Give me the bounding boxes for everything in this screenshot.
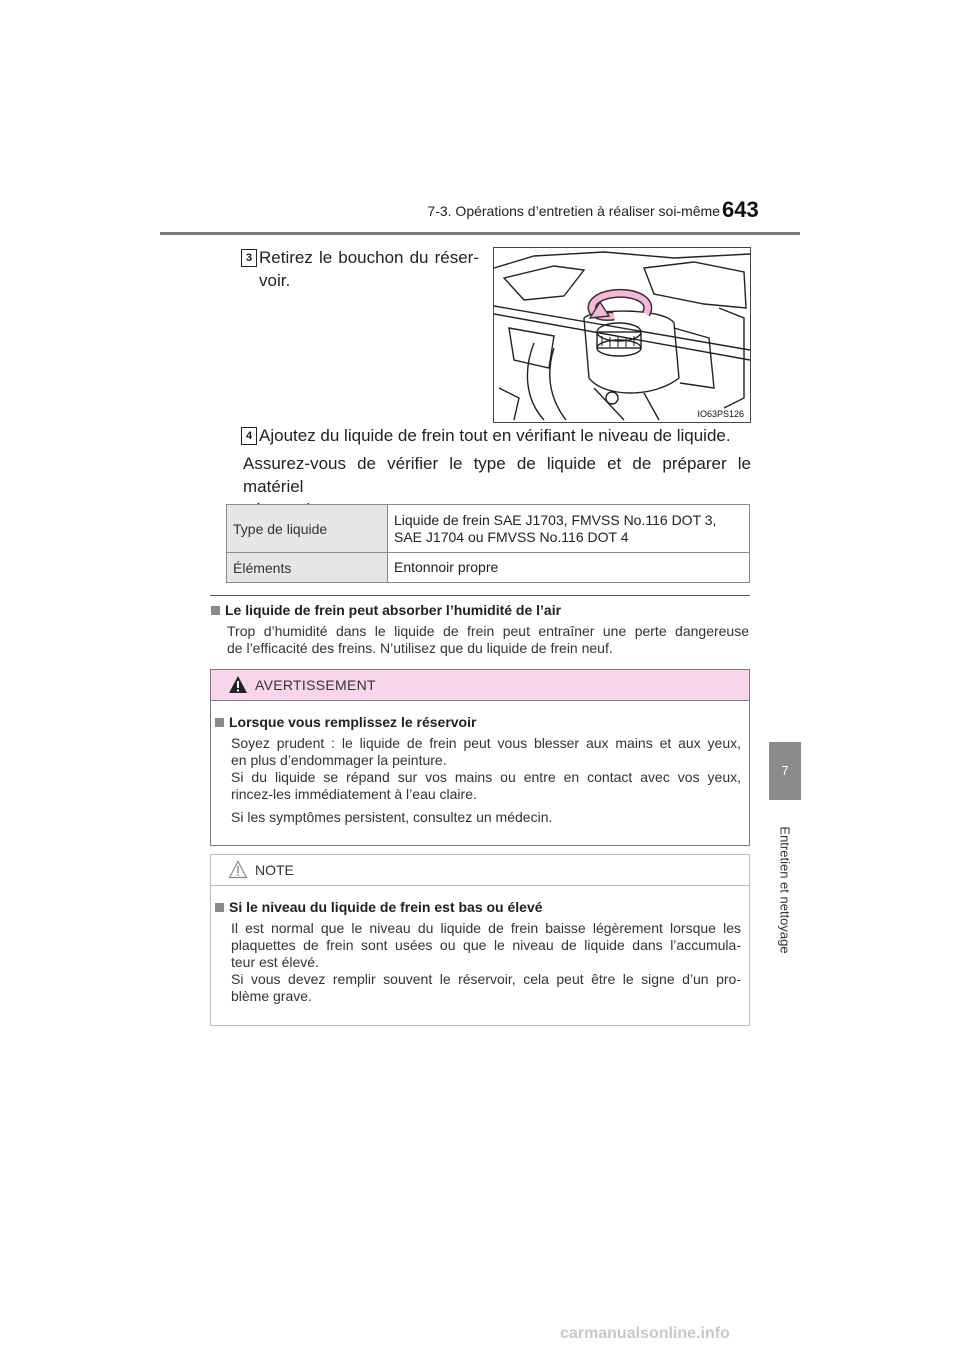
- warning-triangle-icon: [228, 675, 248, 694]
- table-row: [227, 505, 750, 553]
- step-3-line-1: Retirez le bouchon du réser-: [259, 248, 479, 267]
- warning-line: Si du liquide se répand sur vos mains ou entre en contact avec vos yeux,: [231, 769, 741, 785]
- step-3-badge: 3: [241, 249, 257, 267]
- info-line-2: de l’efficacité des freins. N’utilisez que du liquide de frein neuf.: [227, 640, 613, 656]
- table-row: [227, 553, 750, 583]
- warning-line: Soyez prudent : le liquide de frein peut vous blesser aux mains et aux yeux,: [231, 735, 741, 751]
- page-number: 643: [722, 197, 759, 222]
- warning-heading: [215, 714, 476, 730]
- warning-line: rincez-les immédiatement à l’eau claire.: [231, 786, 477, 802]
- note-line: Si vous devez remplir souvent le réservoir, cela peut être le signe d’un pro-: [231, 971, 741, 987]
- square-bullet-icon: [215, 718, 224, 727]
- note-body: [231, 920, 741, 1005]
- note-box: [210, 854, 750, 1026]
- note-heading: [215, 899, 543, 915]
- illustration-code: IO63PS126: [697, 409, 744, 419]
- info-body: [227, 623, 749, 657]
- chapter-tab: [769, 810, 801, 970]
- square-bullet-icon: [211, 606, 220, 615]
- note-line: teur est élevé.: [231, 954, 319, 970]
- note-title: NOTE: [255, 862, 294, 878]
- info-line-1: Trop d’humidité dans le liquide de frein peut entraîner une perte dangereuse: [227, 623, 749, 639]
- warning-last-line: Si les symptômes persistent, consultez un médecin.: [231, 809, 553, 825]
- caution-triangle-icon: [228, 860, 248, 879]
- info-heading-text: Le liquide de frein peut absorber l’humidité de l’air: [225, 602, 562, 618]
- note-line: blème grave.: [231, 988, 312, 1004]
- section-title: 7-3. Opérations d’entretien à réaliser soi-même: [427, 203, 720, 219]
- table-value: Entonnoir propre: [388, 553, 750, 583]
- chapter-tab-number: 7: [769, 742, 801, 800]
- note-header: [211, 855, 749, 886]
- step-4-note-line-1: Assurez-vous de vérifier le type de liquide et de préparer le matériel: [243, 454, 751, 496]
- fluid-table: [226, 504, 750, 583]
- section-divider: [210, 595, 750, 596]
- warning-header: [211, 670, 749, 701]
- info-heading: [211, 602, 561, 618]
- engine-bay-drawing: [494, 248, 750, 422]
- warning-title: AVERTISSEMENT: [255, 677, 376, 693]
- header-divider: [160, 232, 800, 235]
- step-3-text: [259, 246, 479, 292]
- warning-body: [231, 735, 741, 826]
- square-bullet-icon: [215, 903, 224, 912]
- note-line: Il est normal que le niveau du liquide de frein baisse légèrement lorsque les: [231, 920, 741, 936]
- step-4-badge: 4: [241, 427, 257, 445]
- watermark: carmanualsonline.info: [560, 1325, 730, 1342]
- note-line: plaquettes de frein sont usées ou que le niveau de liquide dans l’accumula-: [231, 937, 741, 953]
- warning-box: [210, 669, 750, 846]
- table-key: Type de liquide: [227, 505, 388, 553]
- warning-heading-text: Lorsque vous remplissez le réservoir: [229, 714, 477, 730]
- note-heading-text: Si le niveau du liquide de frein est bas ou élevé: [229, 899, 543, 915]
- table-key: Éléments: [227, 553, 388, 583]
- step-4-text: Ajoutez du liquide de frein tout en vérifiant le niveau de liquide.: [259, 426, 731, 445]
- table-value: [388, 505, 750, 553]
- table-value-line: Liquide de frein SAE J1703, FMVSS No.116 DOT 3,: [394, 511, 717, 528]
- chapter-tab-label: Entretien et nettoyage: [777, 826, 793, 954]
- warning-line: en plus d’endommager la peinture.: [231, 752, 447, 768]
- reservoir-cap-illustration: [493, 247, 751, 423]
- table-value-line: SAE J1704 ou FMVSS No.116 DOT 4: [394, 528, 629, 545]
- step-3-line-2: voir.: [259, 271, 291, 290]
